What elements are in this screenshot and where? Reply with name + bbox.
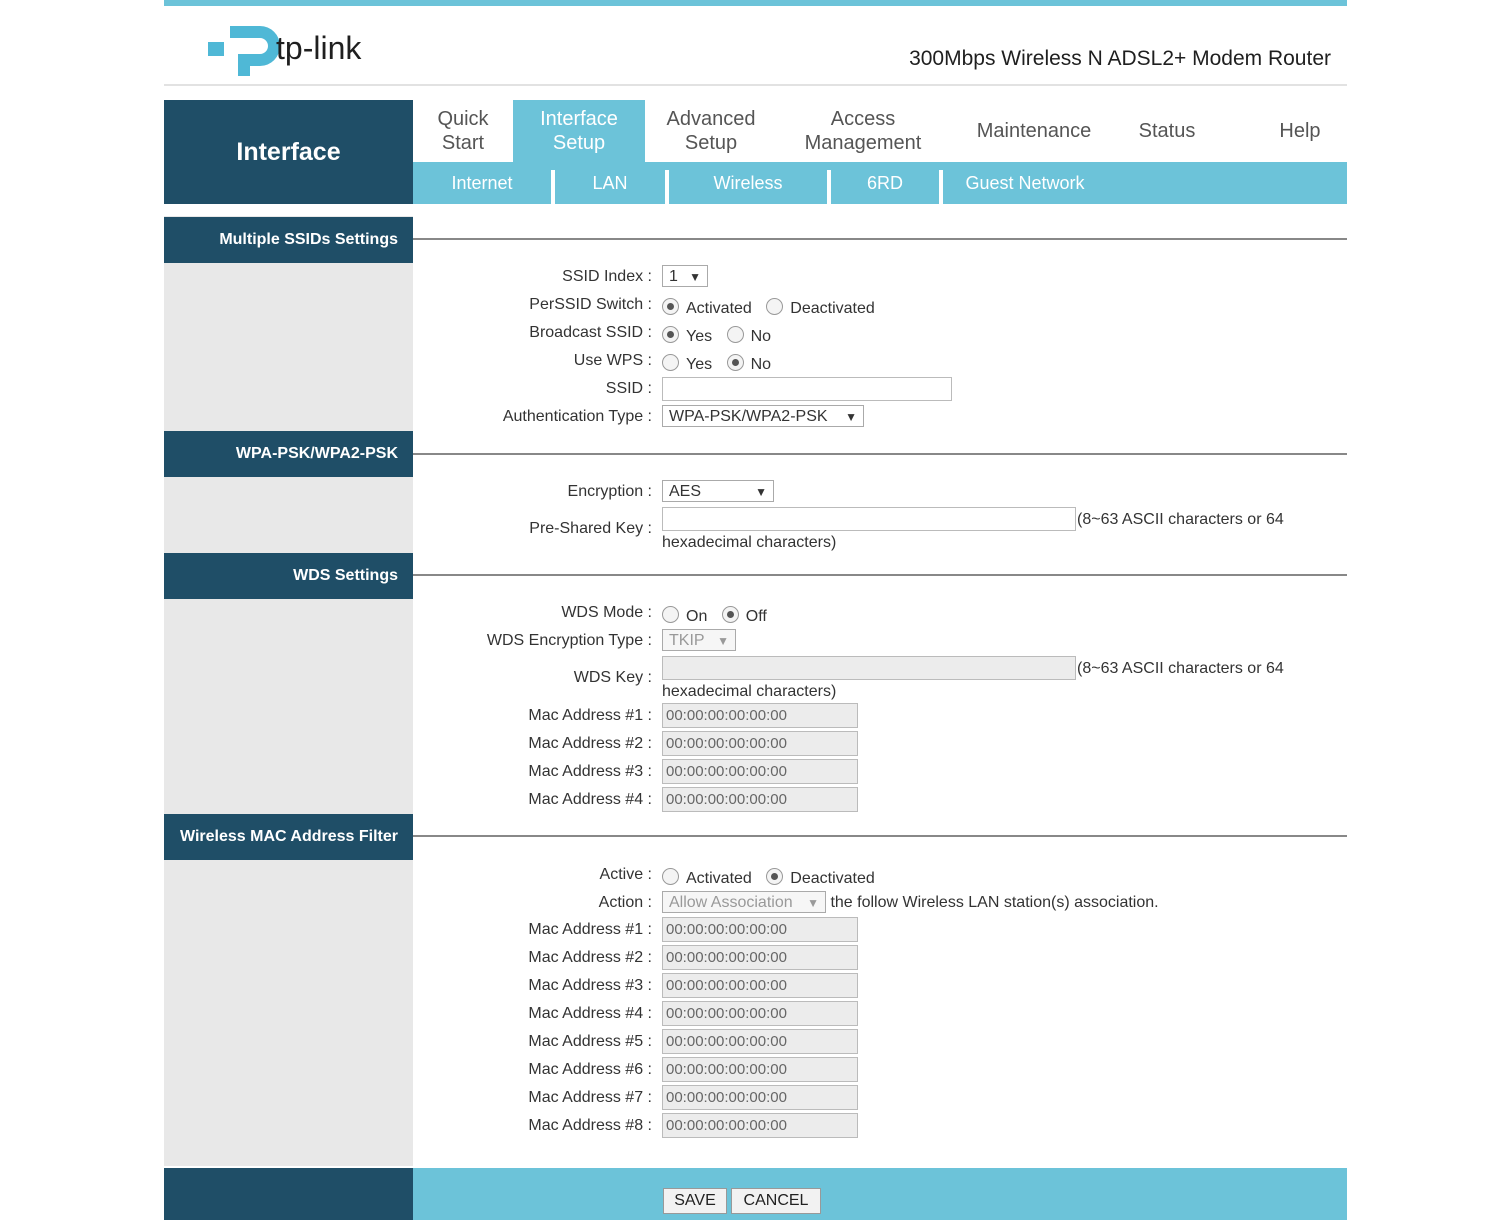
radio-label: Deactivated: [790, 300, 875, 317]
radio-label: Yes: [686, 328, 713, 345]
section-mac-filter: Wireless MAC Address Filter: [164, 814, 413, 860]
per-ssid-options: [662, 298, 875, 318]
wps-no-radio[interactable]: [727, 354, 744, 371]
nav-status[interactable]: [1119, 100, 1215, 162]
cancel-button[interactable]: CANCEL: [731, 1188, 821, 1214]
auth-type-label: Authentication Type :: [502, 408, 652, 425]
wds-on-radio[interactable]: [662, 606, 679, 623]
ssid-index-field: [662, 265, 708, 287]
filter-mac-3-input[interactable]: 00:00:00:00:00:00: [662, 973, 858, 998]
wds-encryption-select[interactable]: [662, 629, 736, 651]
encryption-value: AES: [669, 483, 702, 500]
filter-mac-5-input[interactable]: 00:00:00:00:00:00: [662, 1029, 858, 1054]
broadcast-yes-radio[interactable]: [662, 326, 679, 343]
nav-maintenance[interactable]: [949, 100, 1119, 162]
use-wps-label: Use WPS :: [573, 352, 652, 369]
wds-key-label: WDS Key :: [573, 669, 652, 686]
chevron-down-icon: ▼: [689, 270, 701, 284]
section-divider: [413, 574, 1347, 576]
filter-mac-6-label: Mac Address #6 :: [528, 1061, 652, 1078]
use-wps-options: [662, 354, 771, 374]
wds-key-hint: (8~63 ASCII characters or 64: [1077, 660, 1284, 677]
section-divider: [413, 835, 1347, 837]
encryption-field: [662, 480, 774, 502]
wds-mac-2-label: Mac Address #2 :: [528, 735, 652, 752]
radio-label: No: [750, 328, 772, 345]
chevron-down-icon: ▼: [755, 485, 767, 499]
wds-mac-4-label: Mac Address #4 :: [528, 791, 652, 808]
auth-type-field: [662, 405, 864, 427]
wds-mode-options: [662, 606, 767, 626]
wds-mac-1-input[interactable]: 00:00:00:00:00:00: [662, 703, 858, 728]
subnav-guest-network[interactable]: Guest Network: [965, 172, 1085, 193]
wds-mac-2-input[interactable]: 00:00:00:00:00:00: [662, 731, 858, 756]
filter-deactivated-radio[interactable]: [766, 868, 783, 885]
wds-encryption-label: WDS Encryption Type :: [486, 632, 652, 649]
section-divider: [413, 238, 1347, 240]
filter-mac-5-label: Mac Address #5 :: [528, 1033, 652, 1050]
filter-activated-radio[interactable]: [662, 868, 679, 885]
left-column: [164, 216, 413, 1166]
section-multiple-ssids: Multiple SSIDs Settings: [164, 217, 413, 263]
filter-mac-4-input[interactable]: 00:00:00:00:00:00: [662, 1001, 858, 1026]
wps-yes-radio[interactable]: [662, 354, 679, 371]
ssid-index-label: SSID Index :: [562, 268, 652, 285]
auth-type-select[interactable]: [662, 405, 864, 427]
filter-mac-2-input[interactable]: 00:00:00:00:00:00: [662, 945, 858, 970]
chevron-down-icon: ▼: [717, 634, 729, 648]
wds-mac-4-input[interactable]: 00:00:00:00:00:00: [662, 787, 858, 812]
radio-label: Deactivated: [790, 870, 875, 887]
nav-access-management[interactable]: [777, 100, 949, 162]
nav-label: Maintenance: [976, 120, 1092, 142]
radio-label: Off: [745, 608, 767, 625]
radio-label: Activated: [686, 870, 752, 887]
chevron-down-icon: ▼: [845, 410, 857, 424]
wds-mac-1-label: Mac Address #1 :: [528, 707, 652, 724]
section-divider: [413, 453, 1347, 455]
filter-mac-7-label: Mac Address #7 :: [528, 1089, 652, 1106]
nav-label: Access Management: [804, 108, 922, 154]
radio-label: Activated: [686, 300, 752, 317]
section-wpa-psk: WPA-PSK/WPA2-PSK: [164, 431, 413, 477]
broadcast-no-radio[interactable]: [727, 326, 744, 343]
action-select[interactable]: [662, 891, 826, 913]
router-admin-page: [164, 0, 1347, 1220]
ssid-label: SSID :: [605, 380, 652, 397]
nav-label: Advanced Setup: [666, 108, 756, 154]
filter-mac-7-input[interactable]: 00:00:00:00:00:00: [662, 1085, 858, 1110]
psk-label: Pre-Shared Key :: [529, 520, 652, 537]
broadcast-ssid-label: Broadcast SSID :: [529, 324, 652, 341]
filter-mac-3-label: Mac Address #3 :: [528, 977, 652, 994]
wds-off-radio[interactable]: [722, 606, 739, 623]
nav-quick-start[interactable]: [413, 100, 513, 162]
product-title: 300Mbps Wireless N ADSL2+ Modem Router: [909, 47, 1331, 70]
nav-label: Status: [1138, 120, 1196, 142]
filter-mac-6-input[interactable]: 00:00:00:00:00:00: [662, 1057, 858, 1082]
action-field: [662, 891, 1159, 913]
ssid-index-value: 1: [669, 268, 678, 285]
subnav-6rd[interactable]: 6RD: [866, 172, 903, 193]
wds-mac-3-input[interactable]: 00:00:00:00:00:00: [662, 759, 858, 784]
wds-mac-3-label: Mac Address #3 :: [528, 763, 652, 780]
wds-mode-label: WDS Mode :: [561, 604, 652, 621]
footer-bar: [413, 1168, 1347, 1220]
radio-label: No: [750, 356, 772, 373]
auth-type-value: WPA-PSK/WPA2-PSK: [669, 408, 828, 425]
sub-nav: [413, 162, 1347, 204]
chevron-down-icon: ▼: [807, 896, 819, 910]
save-button[interactable]: SAVE: [663, 1188, 727, 1214]
brand-name: tp-link: [276, 30, 362, 66]
encryption-select[interactable]: [662, 480, 774, 502]
radio-label: On: [686, 608, 708, 625]
subnav-wireless[interactable]: Wireless: [713, 172, 783, 193]
section-wds: WDS Settings: [164, 553, 413, 599]
top-accent-bar: [164, 0, 1347, 6]
nav-label: Help: [1279, 120, 1321, 142]
psk-input[interactable]: [662, 507, 1076, 531]
filter-mac-8-input[interactable]: 00:00:00:00:00:00: [662, 1113, 858, 1138]
filter-mac-1-label: Mac Address #1 :: [528, 921, 652, 938]
filter-mac-1-input[interactable]: 00:00:00:00:00:00: [662, 917, 858, 942]
filter-mac-2-label: Mac Address #2 :: [528, 949, 652, 966]
subnav-lan[interactable]: LAN: [592, 172, 628, 193]
radio-label: Yes: [686, 356, 713, 373]
wds-encryption-field: [662, 629, 736, 651]
per-ssid-activated-radio[interactable]: [662, 298, 679, 315]
nav-advanced-setup[interactable]: [645, 100, 777, 162]
subnav-internet[interactable]: Internet: [451, 172, 513, 193]
header-divider: [164, 84, 1347, 86]
wds-key-hint-2: hexadecimal characters): [662, 683, 837, 700]
wds-key-input[interactable]: [662, 656, 1076, 680]
ssid-index-select[interactable]: [662, 265, 708, 287]
footer-left: [164, 1168, 413, 1220]
per-ssid-deactivated-radio[interactable]: [766, 298, 783, 315]
nav-label: Interface Setup: [540, 108, 618, 154]
psk-hint-2: hexadecimal characters): [662, 534, 837, 551]
active-options: [662, 868, 875, 888]
main-nav: [413, 100, 1347, 162]
action-label: Action :: [598, 894, 652, 911]
per-ssid-label: PerSSID Switch :: [529, 296, 652, 313]
nav-label: Quick Start: [437, 108, 489, 154]
filter-mac-8-label: Mac Address #8 :: [528, 1117, 652, 1134]
wds-encryption-value: TKIP: [669, 632, 705, 649]
nav-help[interactable]: [1253, 100, 1347, 162]
broadcast-ssid-options: [662, 326, 771, 346]
active-label: Active :: [599, 866, 652, 883]
psk-hint: (8~63 ASCII characters or 64: [1077, 511, 1284, 528]
left-section-title: Interface: [164, 100, 413, 204]
nav-interface-setup[interactable]: [513, 100, 645, 162]
action-suffix: the follow Wireless LAN station(s) association.: [830, 894, 1159, 911]
filter-mac-4-label: Mac Address #4 :: [528, 1005, 652, 1022]
ssid-input[interactable]: [662, 377, 952, 401]
encryption-label: Encryption :: [567, 483, 652, 500]
action-value: Allow Association: [669, 894, 793, 911]
